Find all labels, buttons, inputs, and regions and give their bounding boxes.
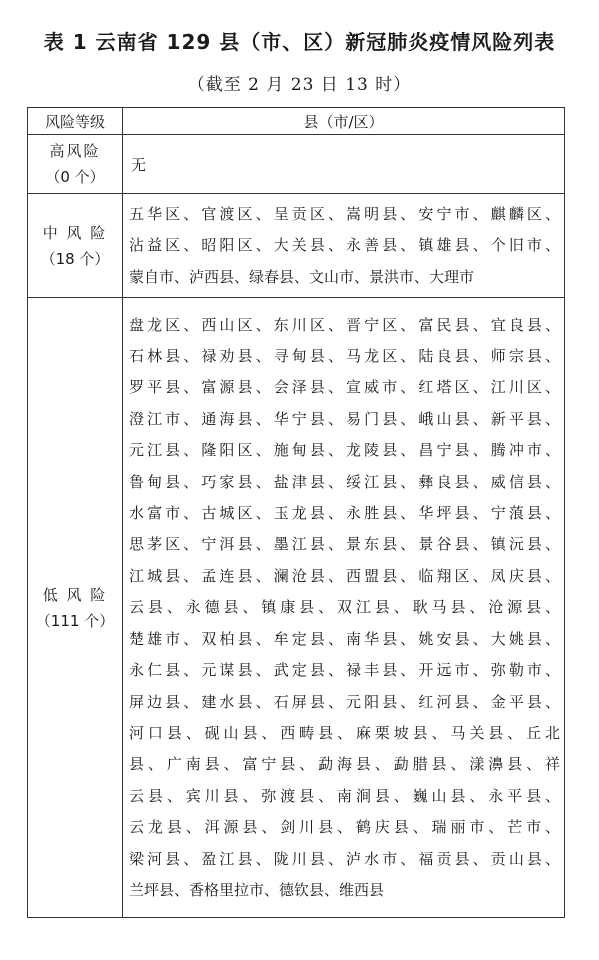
high-risk-counties: 无 bbox=[123, 135, 565, 194]
table-row-high-risk bbox=[28, 135, 565, 194]
risk-level-count: （0 个） bbox=[45, 168, 105, 186]
risk-level-high bbox=[28, 135, 123, 194]
county-list-line: 梁河县、盈江县、陇川县、泸水市、福贡县、贡山县、 bbox=[129, 849, 560, 868]
county-list-line: 石林县、禄劝县、寻甸县、马龙区、陆良县、师宗县、 bbox=[129, 347, 560, 366]
county-list-line: 沾益区、昭阳区、大关县、永善县、镇雄县、个旧市、 bbox=[129, 236, 560, 255]
county-list-line: 盘龙区、西山区、东川区、晋宁区、富民县、宜良县、 bbox=[129, 315, 560, 334]
risk-level-medium bbox=[28, 194, 123, 298]
header-risk-level: 风险等级 bbox=[28, 108, 123, 135]
risk-table bbox=[27, 107, 565, 918]
county-list-line: 水富市、古城区、玉龙县、永胜县、华坪县、宁蒗县、 bbox=[129, 504, 560, 523]
header-counties: 县（市/区） bbox=[123, 108, 565, 135]
county-list-line: 兰坪县、香格里拉市、德钦县、维西县 bbox=[129, 880, 385, 899]
risk-level-count: （18 个） bbox=[40, 249, 110, 268]
county-list-line: 云龙县、洱源县、剑川县、鹤庆县、瑞丽市、芒市、 bbox=[129, 818, 560, 837]
county-list-line: 云县、永德县、镇康县、双江县、耿马县、沧源县、 bbox=[129, 598, 560, 617]
table-row-medium-risk bbox=[28, 194, 565, 298]
county-list-line: 县、广南县、富宁县、勐海县、勐腊县、漾濞县、祥 bbox=[129, 755, 560, 774]
county-list-line: 永仁县、元谋县、武定县、禄丰县、开远市、弥勒市、 bbox=[129, 661, 560, 680]
risk-level-low bbox=[28, 298, 123, 918]
county-list-line: 罗平县、富源县、会泽县、宣威市、红塔区、江川区、 bbox=[129, 378, 560, 397]
county-list-line: 河口县、砚山县、西畴县、麻栗坡县、马关县、丘北 bbox=[129, 723, 560, 742]
medium-risk-counties bbox=[123, 194, 565, 298]
county-list-line: 蒙自市、泸西县、绿春县、文山市、景洪市、大理市 bbox=[129, 267, 475, 286]
risk-level-count: （111 个） bbox=[35, 611, 115, 630]
low-risk-counties bbox=[123, 298, 565, 918]
county-list-line: 思茅区、宁洱县、墨江县、景东县、景谷县、镇沅县、 bbox=[129, 535, 560, 554]
county-list-line: 楚雄市、双柏县、牟定县、南华县、姚安县、大姚县、 bbox=[129, 629, 560, 648]
table-header-row bbox=[28, 108, 565, 135]
risk-level-label: 高风险 bbox=[49, 142, 101, 160]
county-list-line: 云县、宾川县、弥渡县、南涧县、巍山县、永平县、 bbox=[129, 786, 560, 805]
county-list-line: 鲁甸县、巧家县、盐津县、绥江县、彝良县、威信县、 bbox=[129, 472, 560, 491]
table-row-low-risk bbox=[28, 298, 565, 918]
county-list-line: 屏边县、建水县、石屏县、元阳县、红河县、金平县、 bbox=[129, 692, 560, 711]
county-list-line: 元江县、隆阳区、施甸县、龙陵县、昌宁县、腾冲市、 bbox=[129, 441, 560, 460]
county-list-line: 澄江市、通海县、华宁县、易门县、峨山县、新平县、 bbox=[129, 409, 560, 428]
county-list-line: 五华区、官渡区、呈贡区、嵩明县、安宁市、麒麟区、 bbox=[129, 204, 560, 223]
page-title: 表 1 云南省 129 县（市、区）新冠肺炎疫情风险列表 bbox=[43, 30, 556, 54]
risk-level-label: 低 风 险 bbox=[42, 585, 108, 604]
page-subtitle: （截至 2 月 23 日 13 时） bbox=[187, 75, 412, 95]
county-list-line: 江城县、孟连县、澜沧县、西盟县、临翔区、凤庆县、 bbox=[129, 566, 560, 585]
risk-level-label: 中 风 险 bbox=[42, 223, 108, 242]
